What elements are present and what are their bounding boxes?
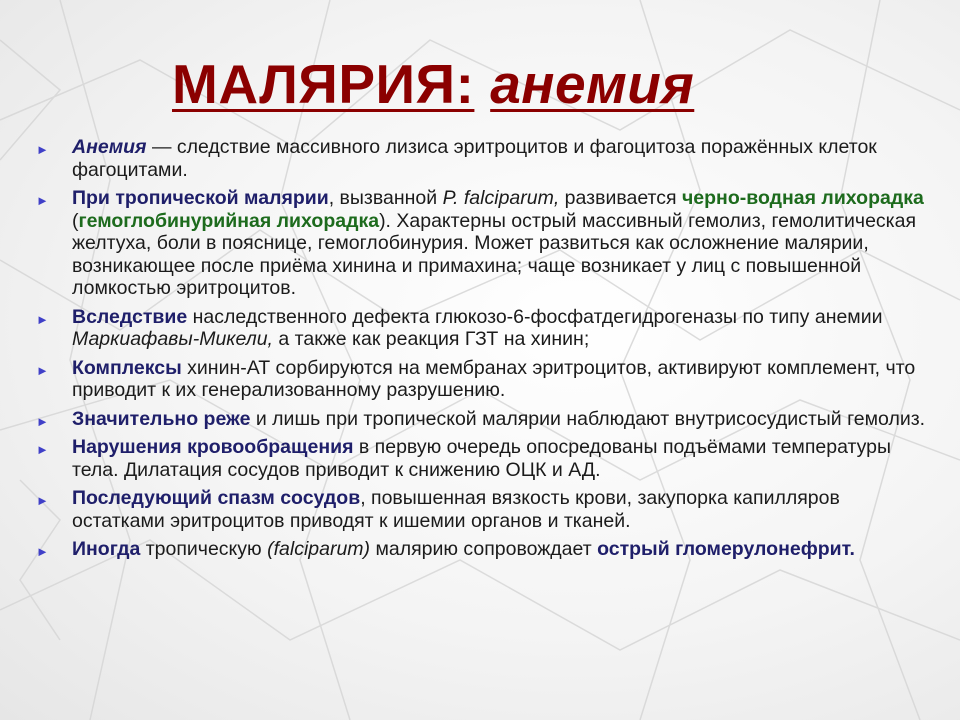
bullet-list: [36, 136, 936, 567]
text: хинин-АТ сорбируются на мембранах эритроцитов, активируют комплемент, что приводит к их генерализованному разрушению.: [72, 356, 916, 401]
term: Иногда: [72, 538, 141, 560]
term-green: гемоглобинурийная лихорадка: [78, 209, 380, 232]
term: Комплексы: [72, 356, 182, 379]
bullet-item: [36, 136, 936, 181]
text: — следствие массивного лизиса эритроцитов и фагоцитоза поражённых клеток фагоцитами.: [72, 136, 877, 181]
arrow-right-icon: ►: [36, 193, 49, 208]
arrow-right-icon: ►: [36, 544, 49, 559]
text: (: [72, 209, 79, 232]
slide-title: [172, 52, 694, 116]
term: Нарушения кровообращения: [72, 436, 354, 458]
term: острый гломерулонефрит.: [597, 538, 855, 560]
title-sub: анемия: [490, 53, 695, 115]
text: наследственного дефекта глюкозо-6-фосфатдегидрогеназы по типу анемии: [187, 305, 883, 328]
italic-text: Маркиафавы-Микели,: [72, 328, 273, 350]
text: развивается: [559, 187, 682, 209]
bullet-item: [36, 408, 936, 431]
term: Вследствие: [72, 305, 188, 328]
text: и лишь при тропической малярии наблюдают внутрисосудистый гемолиз.: [250, 407, 926, 430]
term: Последующий спазм сосудов: [72, 487, 361, 509]
text: а также как реакция ГЗТ на хинин;: [272, 328, 590, 350]
arrow-right-icon: ►: [36, 311, 49, 327]
title-main: МАЛЯРИЯ:: [172, 53, 475, 115]
text: тропическую: [140, 538, 268, 560]
arrow-right-icon: ►: [36, 442, 49, 457]
term: При тропической малярии: [72, 187, 329, 209]
bullet-item: [36, 187, 936, 300]
bullet-item: [36, 306, 936, 351]
arrow-right-icon: ►: [36, 493, 49, 508]
term: Анемия: [72, 136, 147, 158]
text: , повышенная вязкость крови, закупорка капилляров остатками эритроцитов приводят к ишемии органов и тканей.: [72, 487, 840, 532]
italic-text: (falciparum): [267, 538, 371, 560]
arrow-right-icon: ►: [36, 413, 49, 429]
text: малярию сопровождает: [370, 538, 598, 560]
text: , вызванной: [328, 187, 443, 209]
bullet-item: [36, 538, 936, 561]
text: ). Характерны острый массивный гемолиз, гемолитическая желтуха, боли в пояснице, гемоглобинурия. Может развиться как осложнение малярии, возникающее после приёма хинина и примахина; чаще возникает у лиц с повышенной ломкостью эритроцитов.: [72, 209, 917, 299]
term: Значительно реже: [72, 407, 251, 430]
arrow-right-icon: ►: [36, 142, 49, 157]
bullet-item: [36, 357, 936, 402]
bullet-item: [36, 436, 936, 481]
species-name: P. falciparum,: [442, 187, 560, 209]
arrow-right-icon: ►: [36, 362, 49, 378]
text: в первую очередь опосредованы подъёмами температуры тела. Дилатация сосудов приводит к снижению ОЦК и АД.: [72, 436, 892, 481]
term-green: черно-водная лихорадка: [681, 187, 924, 209]
bullet-item: [36, 487, 936, 532]
